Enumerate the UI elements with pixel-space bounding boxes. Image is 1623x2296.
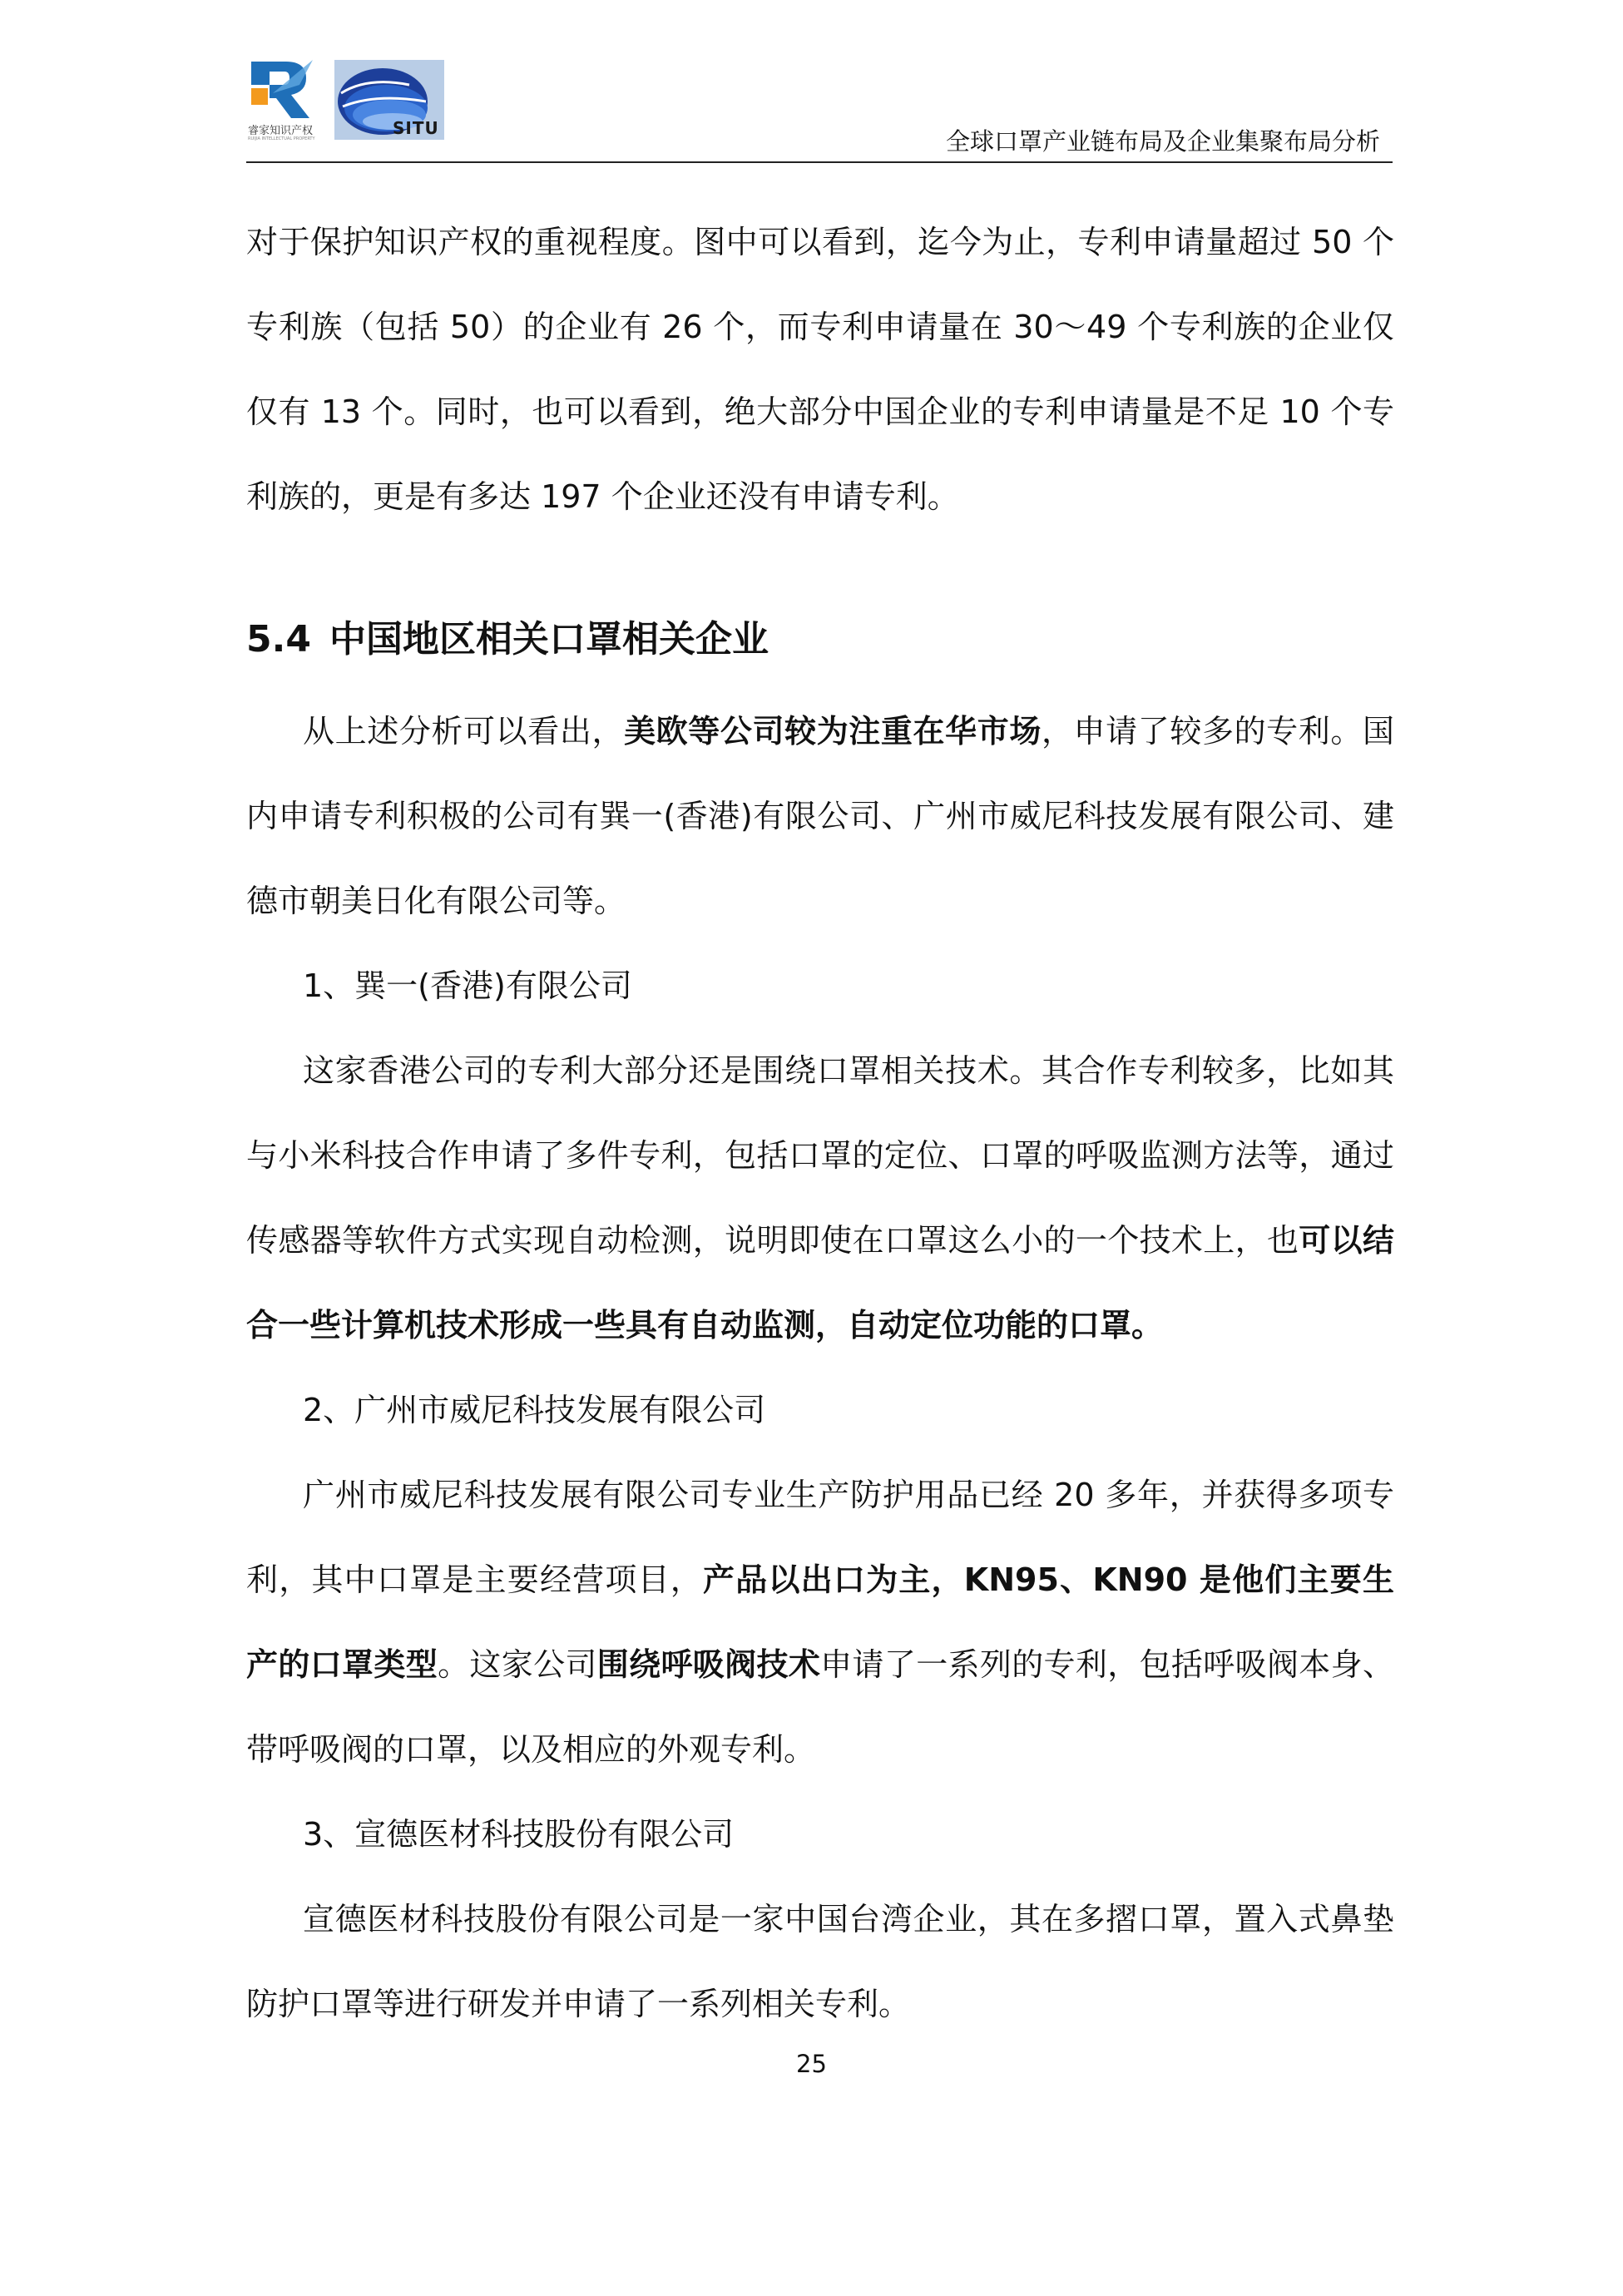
page-number: 25 — [796, 2050, 827, 2078]
section-number: 5.4 — [246, 618, 311, 661]
paragraph-company-2-text-1: 广州市威尼科技发展有限公司专业生产防护用品已经 20 多年，并获得多项专利，其中口罩是主要经营项目， — [246, 1477, 1394, 1598]
header-title: 全球口罩产业链布局及企业集聚布局分析 — [945, 127, 1380, 156]
ruijia-r-icon — [248, 60, 313, 120]
paragraph-overview-emphasis: 美欧等公司较为注重在华市场 — [624, 713, 1042, 750]
sipo-logo — [334, 60, 444, 140]
paragraph-company-2-text-3: 申请了一系列的专利，包括呼吸阀本身、带呼吸阀的口罩，以及相应的外观专利。 — [246, 1646, 1394, 1768]
section-heading — [246, 597, 1394, 682]
header-logos — [248, 60, 444, 143]
company-item-1: 1、巽一(香港)有限公司 — [303, 967, 632, 1004]
paragraph-company-2-text-2: 。这家公司 — [438, 1646, 597, 1683]
document-body — [246, 200, 1394, 2046]
paragraph-company-1-text: 这家香港公司的专利大部分还是围绕口罩相关技术。其合作专利较多，比如其与小米科技合作申请了多件专利，包括口罩的定位、口罩的呼吸监测方法等，通过传感器等软件方式实现自动检测，说明即使在口罩这么小的一个技术上，也 — [246, 1052, 1394, 1259]
paragraph-company-3: 宣德医材科技股份有限公司是一家中国台湾企业，其在多摺口罩，置入式鼻垫防护口罩等进行研发并申请了一系列相关专利。 — [246, 1901, 1394, 2022]
paragraph-company-1-emphasis: 可以结合一些计算机技术形成一些具有自动监测，自动定位功能的口罩。 — [246, 1222, 1394, 1343]
paragraph-overview-text-1: 从上述分析可以看出， — [303, 713, 625, 750]
section-title: 中国地区相关口罩相关企业 — [329, 618, 769, 661]
paragraph-company-2 — [246, 1452, 1394, 1792]
paragraph-overview — [246, 689, 1394, 943]
ruijia-logo-text: 睿家知识产权 — [248, 125, 314, 137]
paragraph-company-2-emphasis-1: 产品以出口为主，KN95、KN90 是他们主要生产的口罩类型 — [246, 1561, 1394, 1683]
paragraph-company-1 — [246, 1028, 1394, 1368]
company-item-2: 2、广州市威尼科技发展有限公司 — [303, 1392, 766, 1428]
paragraph-company-2-emphasis-2: 围绕呼吸阀技术 — [596, 1646, 821, 1683]
sipo-logo-text: SITU — [393, 118, 439, 138]
ruijia-logo-subtext: RUIJIA INTELLECTUAL PROPERTY — [248, 136, 315, 141]
paragraph-intro: 对于保护知识产权的重视程度。图中可以看到，迄今为止，专利申请量超过 50 个专利族（包括 50）的企业有 26 个，而专利申请量在 30～49 个专利族的企业仅仅有 13 个。同时，也可以看到，绝大部分中国企业的专利申请量是不足 10 个专利族的，更是有多达 197 个企业还没有申请专利。 — [246, 224, 1394, 515]
ruijia-logo — [248, 60, 315, 141]
paragraph-overview-text-2: ，申请了较多的专利。国内申请专利积极的公司有巽一(香港)有限公司、广州市威尼科技发展有限公司、建德市朝美日化有限公司等。 — [246, 713, 1394, 919]
header-divider — [246, 161, 1393, 163]
company-item-3: 3、宣德医材科技股份有限公司 — [303, 1816, 735, 1853]
